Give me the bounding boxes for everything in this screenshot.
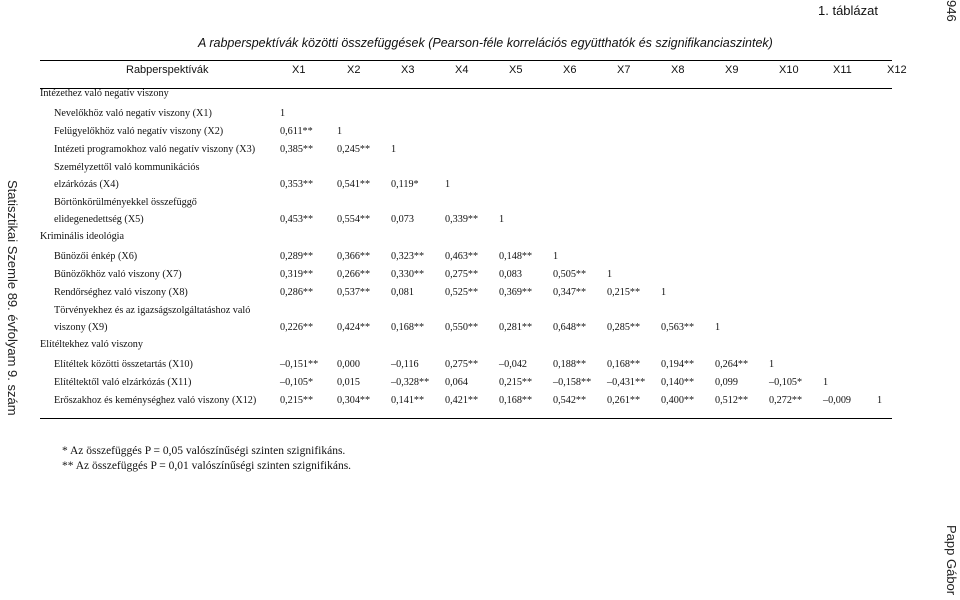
correlation-cell [767,242,821,262]
correlation-cell: 0,369** [499,287,533,298]
correlation-cell [875,298,930,316]
correlation-cell: 0,453** [280,214,314,225]
correlation-cell [875,225,930,242]
correlation-cell [713,137,767,155]
correlation-cell [443,137,497,155]
correlation-cell [335,333,389,350]
correlation-cell [767,119,821,137]
correlation-cell: 0,119* [391,179,419,190]
header-col-x10: X10 [779,64,799,76]
correlation-cell [497,155,551,173]
correlation-cell: 0,347** [553,287,587,298]
correlation-cell: 0,424** [337,322,371,333]
correlation-cell [605,82,659,99]
correlation-cell: 0,330** [391,269,425,280]
correlation-cell [821,262,875,280]
correlation-cell: –0,431** [607,377,646,388]
table-row [40,137,930,155]
correlation-cell: 0,353** [280,179,314,190]
correlation-cell: –0,328** [391,377,430,388]
row-label: Felügyelőkhöz való negatív viszony (X2) [54,126,224,137]
correlation-cell [821,155,875,173]
correlation-cell: 0,064 [445,377,468,388]
correlation-cell: 0,421** [445,395,479,406]
row-label: Kriminális ideológia [40,231,125,242]
correlation-cell [821,225,875,242]
correlation-cell: 0,366** [337,251,371,262]
correlation-cell: 0,611** [280,126,313,137]
correlation-cell [713,173,767,190]
header-col-x2: X2 [347,64,361,76]
table-row [40,225,930,242]
header-col-x3: X3 [401,64,415,76]
correlation-cell: 0,073 [391,214,414,225]
correlation-cell: 1 [877,395,883,406]
correlation-cell [821,333,875,350]
correlation-cell [821,137,875,155]
correlation-cell [659,333,713,350]
correlation-cell: –0,116 [391,359,419,370]
correlation-cell [713,208,767,225]
row-label: Bűnözőkhöz való viszony (X7) [54,269,182,280]
correlation-cell [605,173,659,190]
correlation-cell [767,155,821,173]
correlation-cell [875,119,930,137]
row-label: Elítéltek közötti összetartás (X10) [54,359,193,370]
correlation-cell: 0,505** [553,269,587,280]
correlation-cell: 1 [337,126,343,137]
table-row [40,262,930,280]
correlation-cell [605,298,659,316]
table-row [40,316,930,333]
correlation-cell [551,119,605,137]
header-col-x11: X11 [833,64,852,76]
correlation-cell: 1 [391,144,397,155]
correlation-cell [280,82,335,99]
correlation-cell [605,333,659,350]
row-label: Elítéltektől való elzárkózás (X11) [54,377,192,388]
correlation-cell [551,82,605,99]
table-row [40,280,930,298]
correlation-cell [551,190,605,208]
correlation-cell [551,155,605,173]
correlation-cell: 0,215** [499,377,533,388]
correlation-cell: 0,512** [715,395,749,406]
correlation-cell [551,208,605,225]
row-label: Rendőrséghez való viszony (X8) [54,287,188,298]
correlation-cell [713,280,767,298]
correlation-cell [659,155,713,173]
correlation-cell: 1 [607,269,613,280]
header-col-x5: X5 [509,64,523,76]
correlation-cell [821,242,875,262]
row-label: Nevelőkhöz való negatív viszony (X1) [54,108,212,119]
correlation-cell [551,225,605,242]
correlation-cell: 0,083 [499,269,522,280]
correlation-cell [605,208,659,225]
correlation-cell: 0,400** [661,395,695,406]
author-margin-label: Papp Gábor [944,525,959,596]
correlation-cell [767,173,821,190]
correlation-cell [605,242,659,262]
correlation-cell [767,262,821,280]
correlation-cell [497,82,551,99]
correlation-cell [605,119,659,137]
correlation-cell: 1 [445,179,451,190]
correlation-cell: 0,264** [715,359,749,370]
header-col-x4: X4 [455,64,469,76]
note-significance-001: ** Az összefüggés P = 0,01 valószínűségi szinten szignifikáns. [62,460,352,472]
correlation-cell: 0,339** [445,214,479,225]
correlation-cell: 0,563** [661,322,695,333]
correlation-cell [713,225,767,242]
correlation-cell: 0,168** [607,359,641,370]
correlation-cell: 0,385** [280,144,314,155]
correlation-cell [713,99,767,119]
correlation-cell: 0,081 [391,287,414,298]
row-label: viszony (X9) [54,322,108,333]
correlation-cell [497,333,551,350]
correlation-cell: 0,463** [445,251,479,262]
row-label: Erőszakhoz és keménységhez való viszony (X12) [54,395,257,406]
correlation-cell: 1 [553,251,559,262]
note-significance-005: * Az összefüggés P = 0,05 valószínűségi szinten szignifikáns. [62,445,346,457]
correlation-cell [497,137,551,155]
table-row [40,82,930,99]
correlation-cell [821,173,875,190]
table-notes [62,444,351,474]
correlation-cell: 0,226** [280,322,314,333]
correlation-cell [659,262,713,280]
correlation-cell [875,82,930,99]
table-bottom-rule [40,418,892,419]
correlation-cell [389,119,443,137]
correlation-cell: 0,323** [391,251,425,262]
correlation-cell [875,350,930,370]
correlation-cell [767,137,821,155]
correlation-cell [767,208,821,225]
correlation-cell [280,190,335,208]
correlation-cell [875,370,930,388]
correlation-cell [497,173,551,190]
correlation-cell [767,298,821,316]
row-label: Börtönkörülményekkel összefüggő [54,197,197,208]
row-label: Személyzettől való kommunikációs [54,162,200,173]
correlation-cell [821,280,875,298]
correlation-cell: 0,285** [607,322,641,333]
correlation-cell [605,155,659,173]
correlation-cell: 0,215** [607,287,641,298]
correlation-cell [443,99,497,119]
correlation-cell: 0,194** [661,359,695,370]
correlation-cell [335,155,389,173]
header-col-x6: X6 [563,64,577,76]
correlation-cell [875,316,930,333]
correlation-cell [875,280,930,298]
correlation-cell [389,82,443,99]
correlation-cell: 1 [499,214,505,225]
correlation-cell [875,190,930,208]
correlation-cell: –0,105* [769,377,803,388]
correlation-cell: 0,525** [445,287,479,298]
correlation-cell [659,225,713,242]
table-row [40,242,930,262]
correlation-cell: 0,537** [337,287,371,298]
table-row [40,388,930,406]
correlation-cell [443,333,497,350]
correlation-cell [713,190,767,208]
row-label: Elítéltekhez való viszony [40,339,143,350]
correlation-cell: –0,042 [499,359,528,370]
header-col-x1: X1 [292,64,306,76]
correlation-cell [875,99,930,119]
table-label: 1. táblázat [818,3,878,18]
correlation-cell [713,82,767,99]
correlation-cell [551,333,605,350]
correlation-cell: 0,168** [499,395,533,406]
correlation-cell [713,119,767,137]
correlation-cell: 0,261** [607,395,641,406]
correlation-cell [389,298,443,316]
correlation-cell [443,190,497,208]
correlation-cell: 0,289** [280,251,314,262]
correlation-cell: 0,245** [337,144,371,155]
correlation-cell [659,298,713,316]
correlation-cell [767,190,821,208]
row-label: Intézethez való negatív viszony [40,88,169,99]
correlation-cell: 0,266** [337,269,371,280]
header-col-x8: X8 [671,64,685,76]
table-row [40,155,930,173]
correlation-cell [821,298,875,316]
correlation-cell: 0,554** [337,214,371,225]
correlation-cell [551,298,605,316]
table-row [40,370,930,388]
table-row [40,119,930,137]
header-label: Rabperspektívák [126,64,209,76]
table-row [40,350,930,370]
correlation-cell: 0,542** [553,395,587,406]
correlation-cell [280,225,335,242]
correlation-cell [389,225,443,242]
correlation-cell [605,225,659,242]
correlation-cell [821,316,875,333]
correlation-cell: 0,148** [499,251,533,262]
correlation-cell [659,82,713,99]
table-row [40,333,930,350]
correlation-table [40,60,930,406]
correlation-cell: 0,648** [553,322,587,333]
correlation-cell [551,173,605,190]
correlation-cell: 0,275** [445,359,479,370]
correlation-cell [551,137,605,155]
correlation-cell [875,208,930,225]
correlation-cell [875,155,930,173]
correlation-cell [280,298,335,316]
correlation-cell [443,225,497,242]
correlation-cell [280,155,335,173]
correlation-cell [497,119,551,137]
correlation-cell [605,137,659,155]
correlation-cell [767,280,821,298]
correlation-cell [713,262,767,280]
correlation-cell: 1 [280,108,286,119]
correlation-cell [443,119,497,137]
correlation-cell: 0,140** [661,377,695,388]
table-row [40,190,930,208]
header-col-x9: X9 [725,64,739,76]
correlation-cell [821,82,875,99]
correlation-cell: –0,105* [280,377,314,388]
correlation-cell: 0,550** [445,322,479,333]
correlation-cell [497,298,551,316]
table-row [40,208,930,225]
row-label: elzárkózás (X4) [54,179,119,190]
correlation-cell [389,155,443,173]
correlation-cell: 0,168** [391,322,425,333]
row-label: Bűnözői énkép (X6) [54,251,138,262]
correlation-cell [659,208,713,225]
correlation-cell [280,333,335,350]
correlation-cell: 0,319** [280,269,314,280]
correlation-cell [713,242,767,262]
table-header-row [40,60,930,82]
correlation-cell: 0,099 [715,377,738,388]
correlation-cell [875,173,930,190]
correlation-cell [875,333,930,350]
correlation-cell [335,82,389,99]
correlation-cell: 0,215** [280,395,314,406]
correlation-cell: 0,275** [445,269,479,280]
correlation-cell [443,82,497,99]
correlation-cell [389,190,443,208]
correlation-cell [443,298,497,316]
correlation-cell [875,262,930,280]
correlation-cell: 1 [715,322,721,333]
page-number: 946 [944,0,959,22]
correlation-cell [659,242,713,262]
correlation-cell [605,99,659,119]
correlation-cell: 1 [823,377,829,388]
correlation-cell [497,99,551,119]
table-row [40,99,930,119]
table-row [40,298,930,316]
correlation-cell [767,333,821,350]
correlation-cell [767,99,821,119]
correlation-cell [875,137,930,155]
correlation-cell: –0,151** [280,359,319,370]
correlation-cell [551,99,605,119]
table-title: A rabperspektívák közötti összefüggések (Pearson-féle korrelációs együtthatók és szignifikanciaszintek) [198,36,773,50]
correlation-cell [821,350,875,370]
row-label: elidegenedettség (X5) [54,214,144,225]
correlation-cell [335,99,389,119]
correlation-cell: 0,141** [391,395,425,406]
correlation-cell [497,225,551,242]
correlation-cell [821,190,875,208]
correlation-cell: 0,000 [337,359,360,370]
correlation-cell [875,242,930,262]
correlation-cell [821,119,875,137]
correlation-cell: 0,286** [280,287,314,298]
journal-margin-label: Statisztikai Szemle 89. évfolyam 9. szám [5,180,20,416]
correlation-cell [497,190,551,208]
correlation-cell [659,119,713,137]
correlation-cell: 1 [661,287,667,298]
correlation-cell [335,225,389,242]
correlation-cell [335,298,389,316]
correlation-cell: 0,541** [337,179,371,190]
correlation-cell [767,316,821,333]
correlation-cell [821,99,875,119]
correlation-cell [659,137,713,155]
correlation-cell [605,190,659,208]
correlation-cell [713,333,767,350]
correlation-cell [659,190,713,208]
correlation-cell [767,82,821,99]
correlation-cell [659,99,713,119]
correlation-cell: 0,272** [769,395,803,406]
correlation-cell [659,173,713,190]
correlation-cell: –0,158** [553,377,592,388]
correlation-cell [713,155,767,173]
correlation-cell: 0,281** [499,322,533,333]
correlation-cell: 0,304** [337,395,371,406]
correlation-cell [443,155,497,173]
correlation-cell [335,190,389,208]
table-row [40,173,930,190]
correlation-cell [821,208,875,225]
header-col-x7: X7 [617,64,631,76]
correlation-cell [767,225,821,242]
correlation-cell: 1 [769,359,775,370]
row-label: Intézeti programokhoz való negatív viszony (X3) [54,144,256,155]
correlation-cell [389,99,443,119]
correlation-cell: 0,188** [553,359,587,370]
correlation-cell: –0,009 [823,395,852,406]
correlation-cell [713,298,767,316]
row-label: Törvényekhez és az igazságszolgáltatáshoz való [54,305,251,316]
correlation-cell: 0,015 [337,377,360,388]
correlation-cell [389,333,443,350]
header-col-x12: X12 [887,64,907,76]
